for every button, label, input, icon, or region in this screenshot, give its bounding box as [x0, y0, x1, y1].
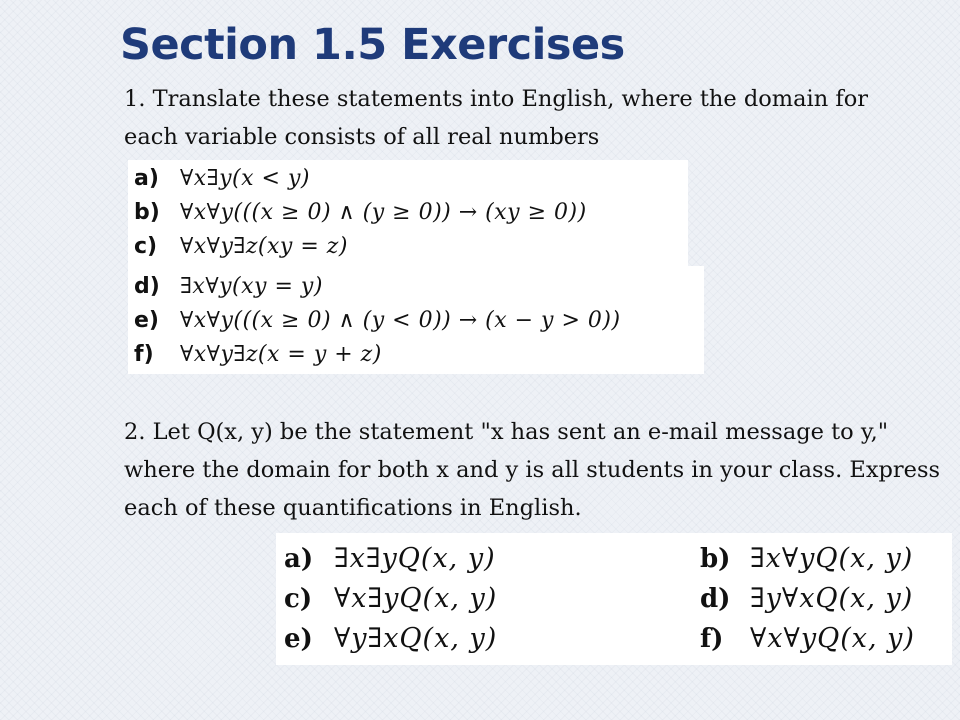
formula-item-e — [284, 619, 497, 659]
formula-item-b — [134, 196, 587, 230]
formula-item-c — [134, 230, 348, 264]
formula-item-a — [284, 539, 496, 579]
formula-label: d) — [134, 274, 160, 299]
formula-label: e) — [134, 308, 159, 333]
formula-label: f) — [700, 624, 724, 654]
formula-label: b) — [134, 200, 160, 225]
formula-label: e) — [284, 624, 313, 654]
formula-expression: ∀x∀y(((x ≥ 0) ∧ (y < 0)) → (x − y > 0)) — [180, 308, 621, 333]
formula-item-f — [134, 338, 382, 372]
formula-label: a) — [134, 166, 159, 191]
formula-expression: ∀x∀y∃z(x = y + z) — [180, 342, 382, 367]
slide-title: Section 1.5 Exercises — [120, 20, 625, 70]
formula-label: a) — [284, 544, 314, 574]
formula-expression: ∀x∃yQ(x, y) — [334, 583, 498, 614]
exercise-1-prompt: 1. Translate these statements into English, where the domain for each variable consists of all real numbers — [124, 86, 868, 150]
formula-expression: ∃x∀y(xy = y) — [180, 274, 323, 299]
formula-label: c) — [284, 584, 313, 614]
formula-expression: ∀x∀y∃z(xy = z) — [180, 234, 348, 259]
formula-expression: ∃x∀yQ(x, y) — [750, 543, 914, 574]
formula-label: d) — [700, 584, 731, 614]
formula-label: c) — [134, 234, 158, 259]
exercise-1-formula-image-bottom — [128, 266, 704, 374]
formula-expression: ∀y∃xQ(x, y) — [334, 623, 498, 654]
formula-item-c — [284, 579, 497, 619]
formula-label: f) — [134, 342, 154, 367]
formula-expression: ∀x∃y(x < y) — [180, 166, 310, 191]
exercise-2-prompt: 2. Let Q(x, y) be the statement "x has sent an e-mail message to y," where the domain for both x and y is all students in your class. Express each of these quantifications in English. — [124, 419, 941, 521]
formula-item-d — [134, 270, 323, 304]
formula-expression: ∀x∀yQ(x, y) — [750, 623, 915, 654]
formula-expression: ∃y∀xQ(x, y) — [750, 583, 914, 614]
formula-item-e — [134, 304, 621, 338]
exercise-2-formula-image — [276, 533, 952, 665]
formula-item-f — [700, 619, 915, 659]
formula-item-d — [700, 579, 913, 619]
formula-expression: ∃x∃yQ(x, y) — [334, 543, 496, 574]
formula-item-b — [700, 539, 913, 579]
exercise-1-formula-image-top — [128, 160, 688, 266]
formula-item-a — [134, 162, 310, 196]
formula-label: b) — [700, 544, 731, 574]
formula-expression: ∀x∀y(((x ≥ 0) ∧ (y ≥ 0)) → (xy ≥ 0)) — [180, 200, 587, 225]
